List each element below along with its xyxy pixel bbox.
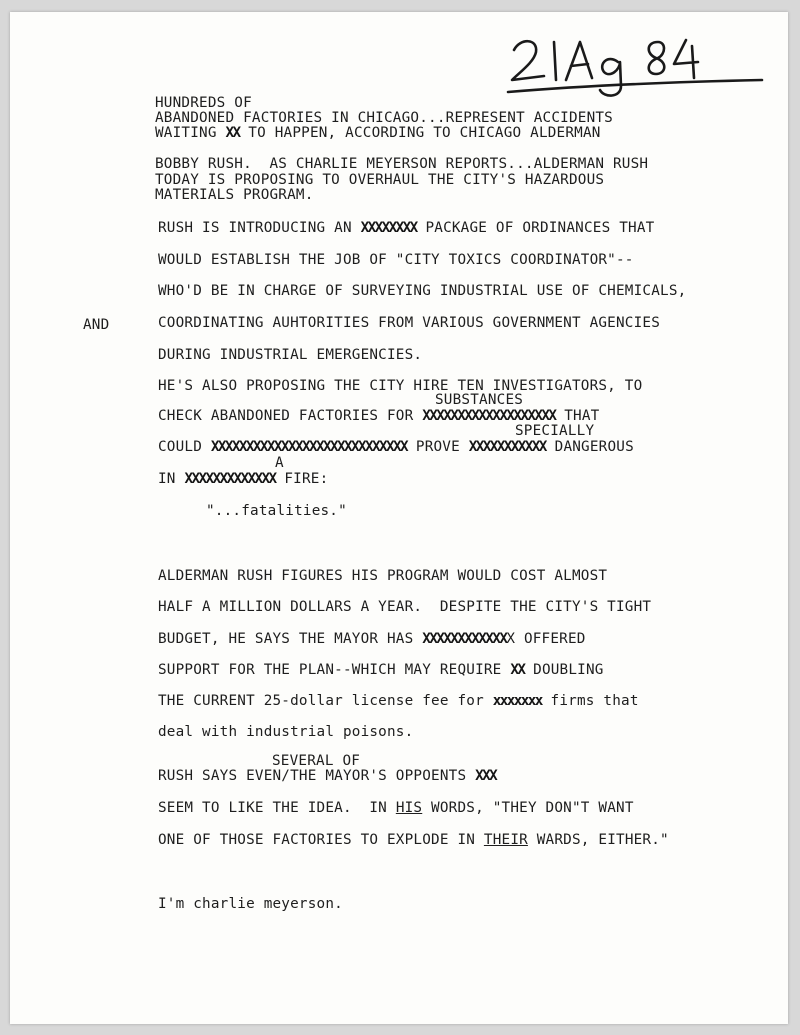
typed-script-page [10, 12, 788, 1024]
struck-out-text: XXXXXXXXXXX [468, 439, 546, 455]
text-line: WOULD ESTABLISH THE JOB OF "CITY TOXICS COORDINATOR"-- [158, 252, 634, 268]
text-line: ALDERMAN RUSH FIGURES HIS PROGRAM WOULD COST ALMOST [158, 568, 608, 584]
text-line: CHECK ABANDONED FACTORIES FOR XXXXXXXXXXXXXXXXXXX THAT [158, 408, 600, 424]
struck-out-text: XXXXXXXXXXXXX [184, 471, 276, 487]
struck-out-text: XXXXXXXXXXXXXXXXXXXXXXXXXXXX [210, 439, 408, 455]
text-line: BUDGET, HE SAYS THE MAYOR HAS XXXXXXXXXXXXX OFFERED [158, 631, 586, 647]
interlinear-insertion: A [275, 455, 284, 471]
text-line: WAITING XX TO HAPPEN, ACCORDING TO CHICAGO ALDERMAN [155, 125, 601, 141]
struck-out-text: XXXXXXXXXXXX [422, 631, 507, 647]
struck-out-text: XXXXXXXX [360, 220, 417, 236]
handwritten-date-annotation [500, 28, 770, 108]
text-line: ABANDONED FACTORIES IN CHICAGO...REPRESENT ACCIDENTS [155, 110, 613, 126]
underlined-text: THEIR [483, 832, 528, 848]
text-line: ONE OF THOSE FACTORIES TO EXPLODE IN THEIR WARDS, EITHER." [158, 832, 669, 848]
interlinear-insertion: SPECIALLY [515, 423, 595, 439]
text-line: WHO'D BE IN CHARGE OF SURVEYING INDUSTRIAL USE OF CHEMICALS, [158, 283, 687, 299]
text-line: HALF A MILLION DOLLARS A YEAR. DESPITE THE CITY'S TIGHT [158, 599, 652, 615]
text-line: SEEM TO LIKE THE IDEA. IN HIS WORDS, "THEY DON"T WANT [158, 800, 634, 816]
underlined-text: HIS [395, 800, 423, 816]
text-line: HUNDREDS OF [155, 95, 252, 111]
text-line: SUPPORT FOR THE PLAN--WHICH MAY REQUIRE XX DOUBLING [158, 662, 604, 678]
margin-note: AND [83, 317, 110, 333]
struck-out-text: XX [225, 125, 240, 141]
interlinear-insertion: SEVERAL OF [272, 753, 361, 769]
text-line: TODAY IS PROPOSING TO OVERHAUL THE CITY'S HAZARDOUS [155, 172, 605, 188]
text-line: deal with industrial poisons. [158, 724, 414, 740]
text-line: RUSH SAYS EVEN/THE MAYOR'S OPPOENTS XXX [158, 768, 497, 784]
text-line: IN XXXXXXXXXXXXX FIRE: [158, 471, 329, 487]
interlinear-insertion: SUBSTANCES [435, 392, 524, 408]
struck-out-text: XX [510, 662, 525, 678]
audio-cue: "...fatalities." [206, 503, 347, 519]
text-line: COORDINATING AUHTORITIES FROM VARIOUS GOVERNMENT AGENCIES [158, 315, 661, 331]
text-line: DURING INDUSTRIAL EMERGENCIES. [158, 347, 423, 363]
text-line: MATERIALS PROGRAM. [155, 187, 314, 203]
text-line: BOBBY RUSH. AS CHARLIE MEYERSON REPORTS...ALDERMAN RUSH [155, 156, 649, 172]
struck-out-text: XXX [475, 768, 497, 784]
struck-out-text: XXXXXXXXXXXXXXXXXXX [422, 408, 556, 424]
text-line: RUSH IS INTRODUCING AN XXXXXXXX PACKAGE OF ORDINANCES THAT [158, 220, 655, 236]
text-line: COULD XXXXXXXXXXXXXXXXXXXXXXXXXXXX PROVE XXXXXXXXXXX DANGEROUS [158, 439, 634, 455]
struck-out-text: xxxxxxx [492, 693, 542, 709]
sign-off: I'm charlie meyerson. [158, 896, 343, 912]
text-line: THE CURRENT 25-dollar license fee for xxxxxxx firms that [158, 693, 639, 709]
text-line: HE'S ALSO PROPOSING THE CITY HIRE TEN INVESTIGATORS, TO [158, 378, 643, 394]
